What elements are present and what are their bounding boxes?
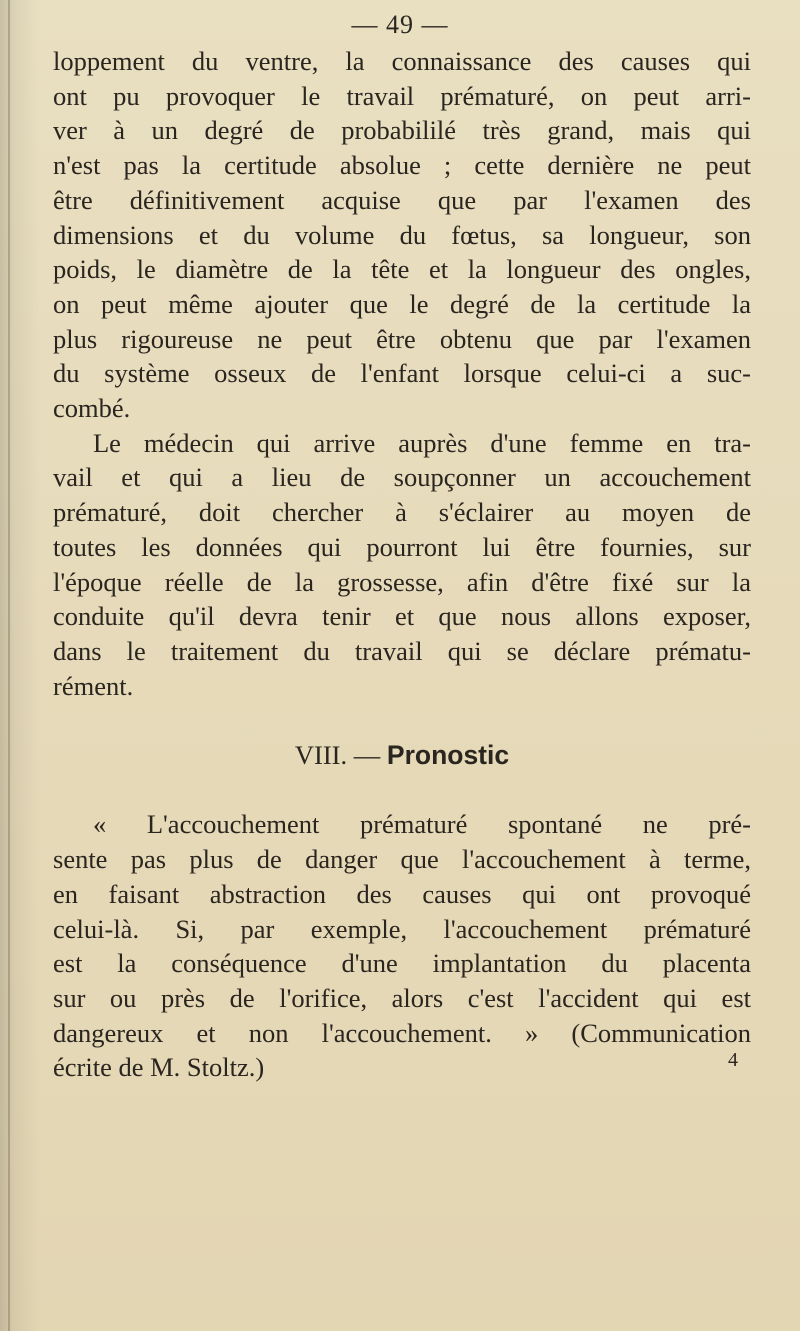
page-number: — 49 — [351, 10, 449, 39]
paragraph-2 [53, 426, 751, 704]
text-line: du système osseux de l'enfant lorsque celui-ci a suc- [53, 358, 751, 389]
text-line: combé. [53, 393, 131, 424]
text-line: est la conséquence d'une implantation du placenta [53, 948, 751, 979]
text-line: dans le traitement du travail qui se déclare prématu- [53, 635, 751, 666]
text-line: n'est pas la certitude absolue ; cette dernière ne peut [53, 150, 751, 181]
text-line: celui-là. Si, par exemple, l'accouchement prématuré [53, 913, 751, 944]
paragraph-1 [53, 44, 751, 426]
section-title: Pronostic [386, 740, 510, 771]
text-line: rément. [53, 670, 134, 701]
text-line: prématuré, doit chercher à s'éclairer au moyen de [53, 497, 751, 528]
text-line: sur ou près de l'orifice, alors c'est l'accident qui est [53, 982, 751, 1013]
text-line: ont pu provoquer le travail prématuré, on peut arri- [53, 80, 751, 111]
section-number: VIII. — [294, 740, 381, 771]
text-line: en faisant abstraction des causes qui ont provoqué [53, 878, 751, 909]
text-line: sente pas plus de danger que l'accouchement à terme, [53, 844, 751, 875]
text-line: ver à un degré de probabililé très grand, mais qui [53, 115, 751, 146]
text-line: être définitivement acquise que par l'examen des [53, 184, 751, 215]
text-line: « L'accouchement prématuré spontané ne pré- [93, 809, 751, 840]
text-line: conduite qu'il devra tenir et que nous allons exposer, [53, 601, 751, 632]
section-heading [53, 738, 751, 773]
text-line: dangereux et non l'accouchement. » (Communication [53, 1017, 751, 1048]
text-line: dimensions et du volume du fœtus, sa longueur, son [53, 219, 751, 250]
signature-mark: 4 [728, 1049, 738, 1071]
text-line: vail et qui a lieu de soupçonner un accouchement [53, 462, 751, 493]
text-line: Le médecin qui arrive auprès d'une femme en tra- [93, 427, 751, 458]
text-line: toutes les données qui pourront lui être fournies, sur [53, 531, 751, 562]
text-line: l'époque réelle de la grossesse, afin d'être fixé sur la [53, 566, 751, 597]
page-edge [8, 0, 10, 1331]
text-line: poids, le diamètre de la tête et la longueur des ongles, [53, 254, 751, 285]
text-line: plus rigoureuse ne peut être obtenu que par l'examen [53, 323, 751, 354]
text-line: on peut même ajouter que le degré de la certitude la [53, 288, 751, 319]
text-line: écrite de M. Stoltz.) [53, 1052, 265, 1083]
spacer [53, 703, 751, 738]
quote-paragraph [53, 807, 751, 1085]
text-line: loppement du ventre, la connaissance des causes qui [53, 46, 751, 76]
body-text [53, 44, 751, 1085]
spacer [53, 773, 751, 808]
